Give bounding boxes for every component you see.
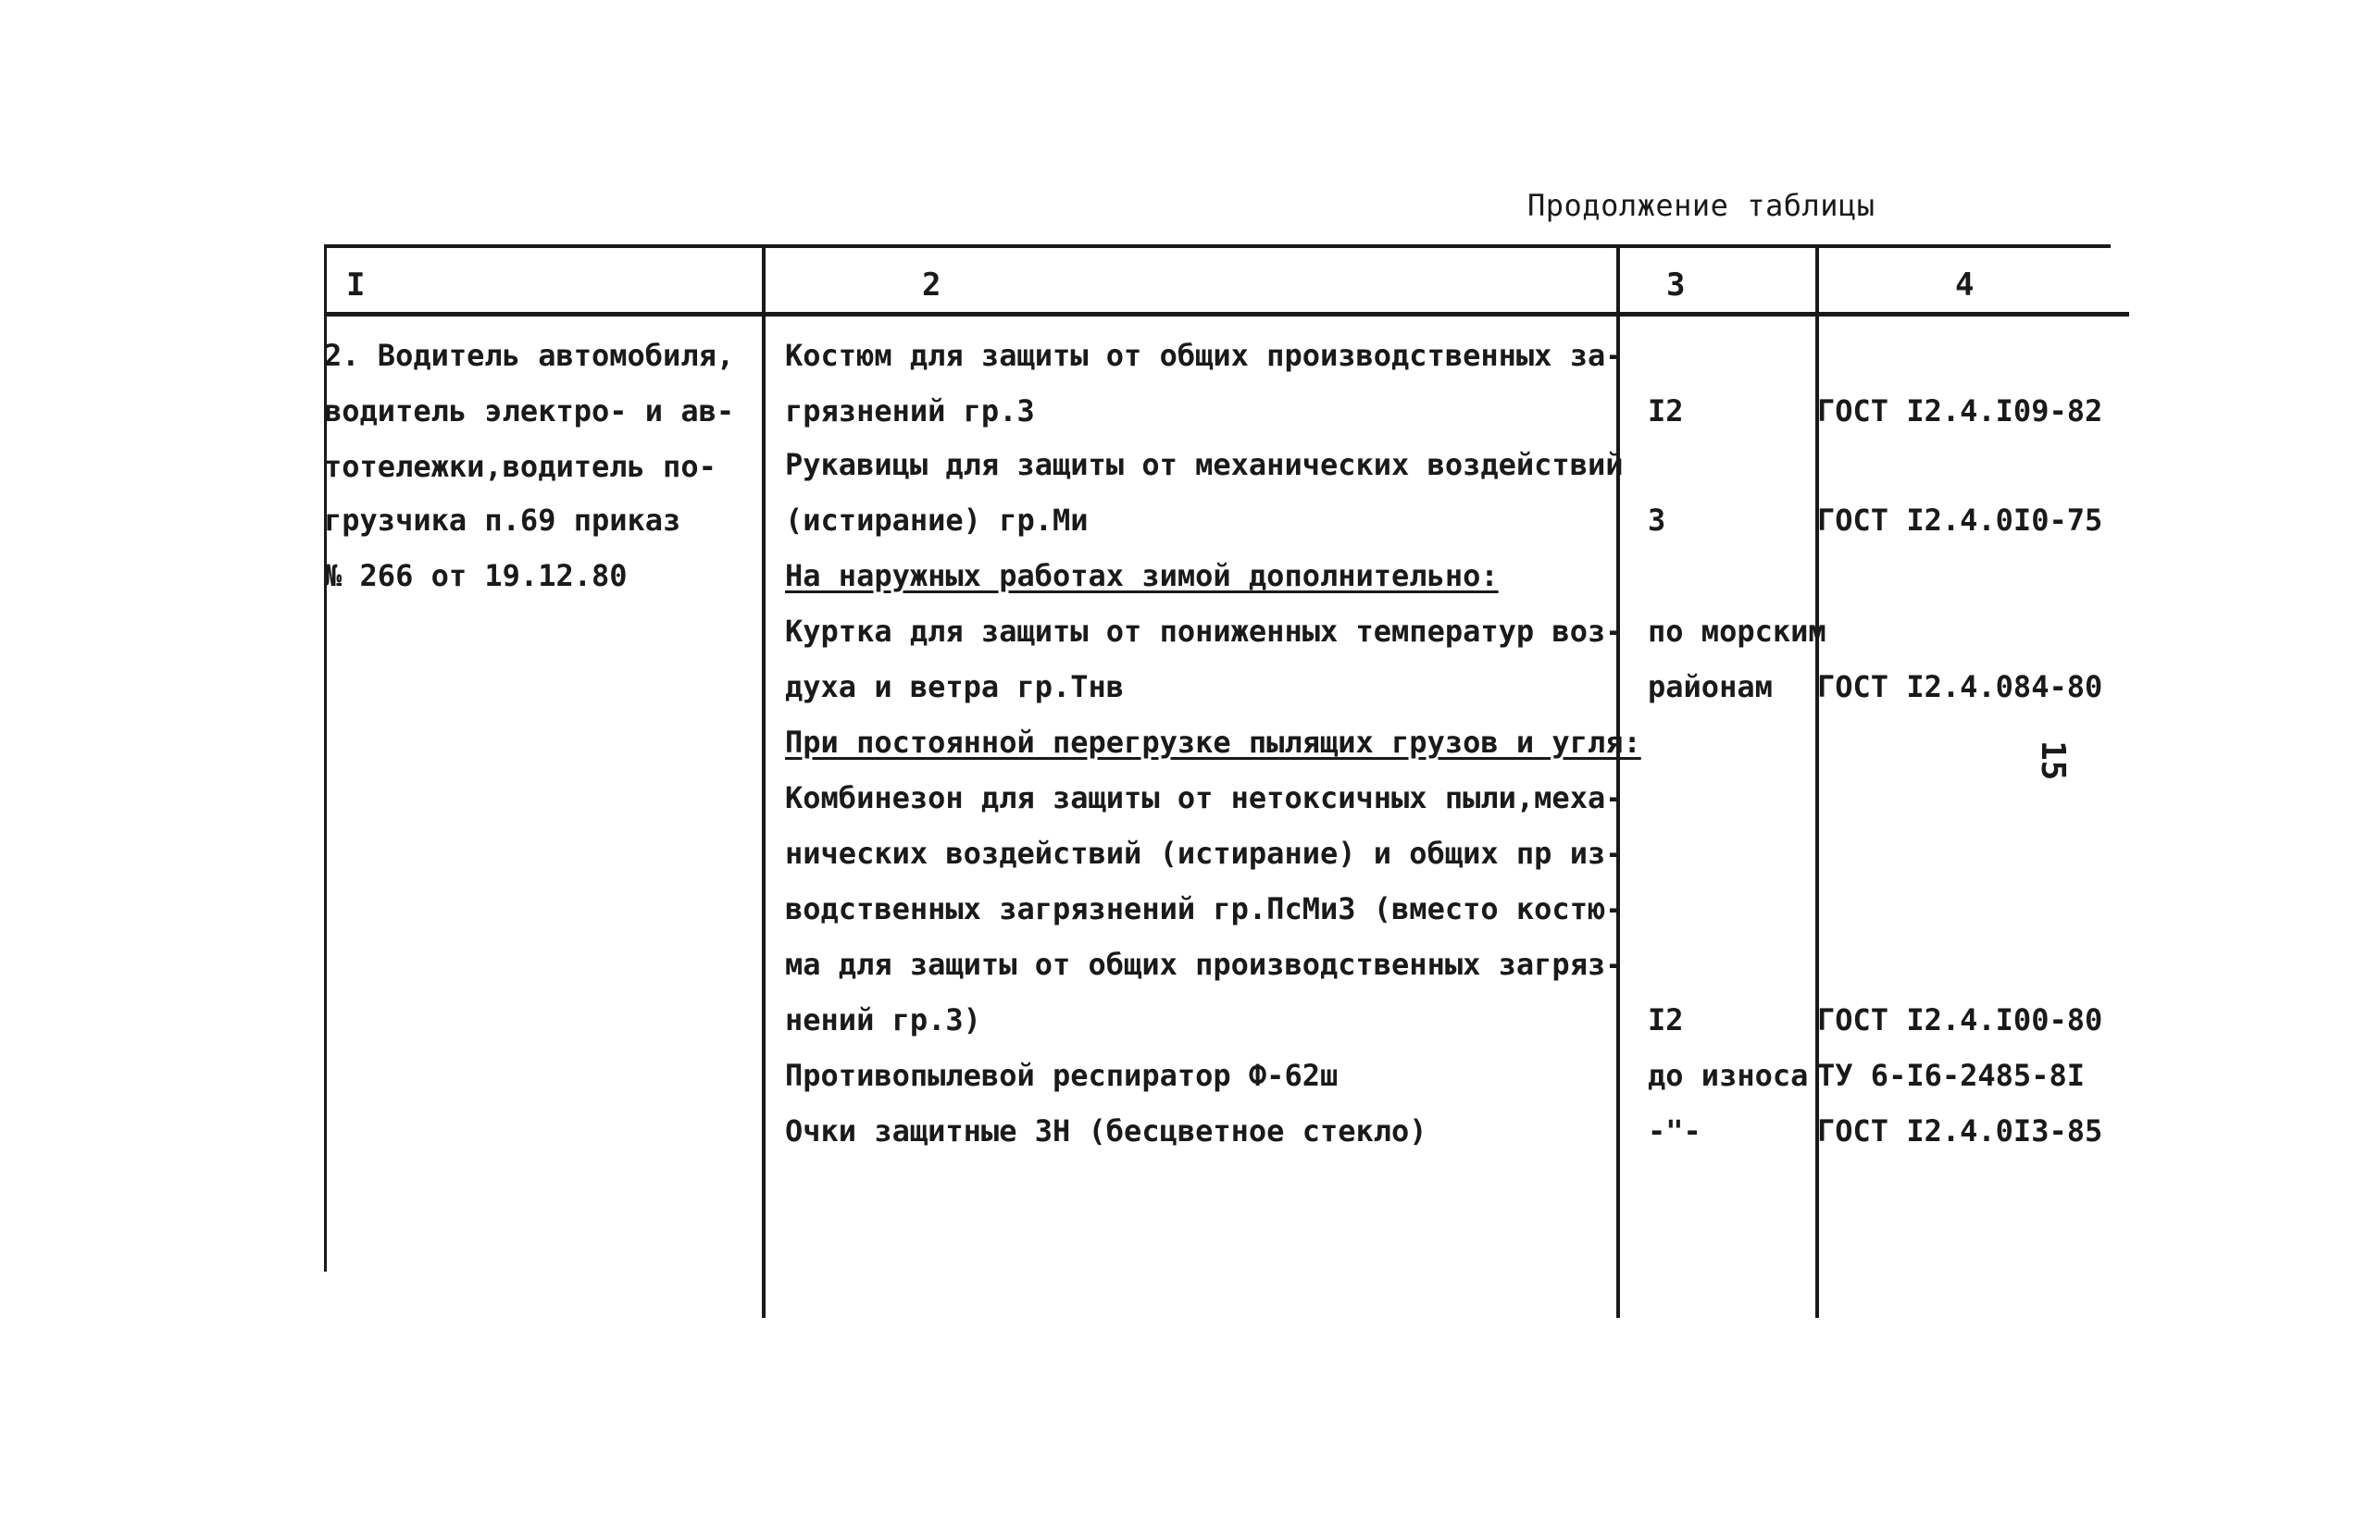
col2-line: Комбинезон для защиты от нетоксичных пыли,меха- <box>785 780 1624 815</box>
header-col-3: 3 <box>1666 267 1686 304</box>
col1-line: грузчика п.69 приказ <box>324 503 681 538</box>
table-top-border <box>324 244 2111 248</box>
col4-cell: ГОСТ I2.4.0I3-85 <box>1817 1113 2103 1149</box>
page-number: 15 <box>2034 740 2072 781</box>
header-col-2: 2 <box>922 267 941 304</box>
col4-cell: ГОСТ I2.4.084-80 <box>1817 669 2103 704</box>
col3-cell: I2 <box>1648 393 1684 428</box>
col4-cell: ТУ 6-I6-2485-8I <box>1817 1058 2085 1093</box>
col1-line: водитель электро- и ав- <box>324 393 735 428</box>
col3-cell: по морским <box>1648 614 1826 649</box>
col3-cell: -"- <box>1648 1113 1701 1149</box>
header-col-1: I <box>346 267 366 304</box>
col2-line: водственных загрязнений гр.ПсМиЗ (вместо костю- <box>785 891 1624 926</box>
col2-line: духа и ветра гр.Тнв <box>785 669 1125 704</box>
col4-cell: ГОСТ I2.4.0I0-75 <box>1817 503 2103 538</box>
col1-line: тотележки,водитель по- <box>324 449 716 484</box>
col2-line: Костюм для защиты от общих производственных за- <box>785 338 1624 373</box>
col2-line: грязнений гр.З <box>785 393 1035 428</box>
col3-cell: I2 <box>1648 1002 1684 1037</box>
col3-cell: районам <box>1648 669 1773 704</box>
col2-line: Противопылевой респиратор Ф-62ш <box>785 1058 1339 1093</box>
col2-line: Рукавицы для защиты от механических воздействий <box>785 447 1624 482</box>
col4-cell: ГОСТ I2.4.I09-82 <box>1817 393 2103 428</box>
col2-line: нических воздействий (истирание) и общих пр из- <box>785 836 1624 871</box>
col2-line: (истирание) гр.Ми <box>785 503 1089 538</box>
col1-line: № 266 от 19.12.80 <box>324 558 628 593</box>
col2-subheading: На наружных работах зимой дополнительно: <box>785 558 1499 593</box>
col2-subheading: При постоянной перегрузке пылящих грузов и угля: <box>785 725 1641 760</box>
col1-line: 2. Водитель автомобиля, <box>324 338 735 373</box>
column-divider-1 <box>762 244 766 1318</box>
col3-cell: до износа <box>1648 1058 1809 1093</box>
header-bottom-border <box>324 312 2129 317</box>
col2-line: Очки защитные ЗН (бесцветное стекло) <box>785 1113 1427 1149</box>
table-caption: Продолжение таблицы <box>1527 188 1875 223</box>
col4-cell: ГОСТ I2.4.I00-80 <box>1817 1002 2103 1037</box>
header-col-4: 4 <box>1955 267 1975 304</box>
col3-cell: 3 <box>1648 503 1666 538</box>
col2-line: ма для защиты от общих производственных загряз- <box>785 947 1624 982</box>
col2-line: Куртка для защиты от пониженных температур воз- <box>785 614 1624 649</box>
col2-line: нений гр.З) <box>785 1002 981 1037</box>
